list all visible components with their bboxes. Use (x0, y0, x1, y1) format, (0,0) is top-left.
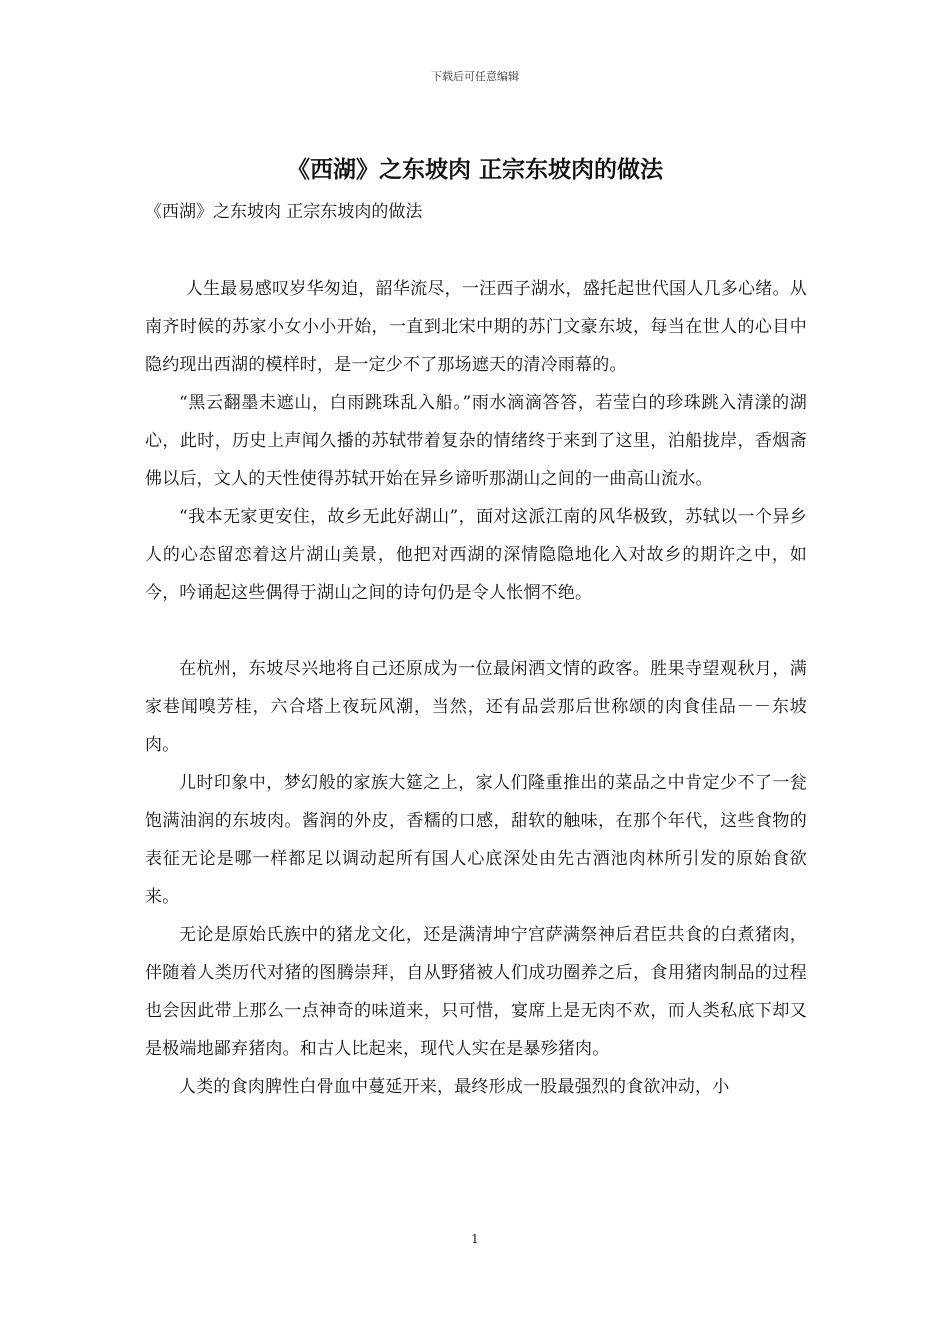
paragraph: 人类的食肉脾性白骨血中蔓延开来，最终形成一股最强烈的食欲冲动，小 (179, 1077, 730, 1097)
document-subtitle: 《西湖》之东坡肉 正宗东坡肉的做法 (145, 202, 423, 222)
paragraph: 在杭州，东坡尽兴地将自己还原成为一位最闲洒文情的政客。胜果寺望观秋月，满家巷闻嗅芳桂，六合塔上夜玩风潮，当然，还有品尝那后世称颂的肉食佳品－－东坡肉。 (145, 659, 807, 755)
paragraph: 儿时印象中，梦幻般的家族大筵之上，家人们隆重推出的菜品之中肯定少不了一瓮饱满油润的东坡肉。酱润的外皮，香糯的口感，甜软的触味，在那个年代，这些食物的表征无论是哪一样都足以调动起所有国人心底深处由先古酒池肉林所引发的原始食欲来。 (145, 773, 807, 907)
paragraph: 无论是原始氏族中的猪龙文化，还是满清坤宁宫萨满祭神后君臣共食的白煮猪肉，伴随着人类历代对猪的图腾崇拜，自从野猪被人们成功圈养之后，食用猪肉制品的过程也会因此带上那么一点神奇的味道来，只可惜，宴席上是无肉不欢，而人类私底下却又是极端地鄙弃猪肉。和古人比起来，现代人实在是暴殄猪肉。 (145, 925, 807, 1059)
paragraph: “黑云翻墨未遮山，白雨跳珠乱入船。”雨水滴滴答答，若莹白的珍珠跳入清漾的湖心，此时，历史上声闻久播的苏轼带着复杂的情绪终于来到了这里，泊船拢岸，香烟斋佛以后，文人的天性使得苏轼开始在异乡谛听那湖山之间的一曲高山流水。 (145, 393, 807, 489)
header-note: 下载后可任意编辑 (431, 70, 519, 83)
document-title: 《西湖》之东坡肉 正宗东坡肉的做法 (286, 157, 663, 183)
paragraph: “我本无家更安住，故乡无此好湖山”，面对这派江南的风华极致，苏轼以一个异乡人的心态留恋着这片湖山美景，他把对西湖的深情隐隐地化入对故乡的期许之中，如今，吟诵起这些偶得于湖山之间的诗句仍是令人怅惘不绝。 (145, 507, 807, 603)
page-number: 1 (471, 1232, 479, 1246)
document-body (145, 270, 807, 1106)
paragraph: 人生最易感叹岁华匆迫，韶华流尽，一汪西子湖水，盛托起世代国人几多心绪。从南齐时候的苏家小女小小开始，一直到北宋中期的苏门文豪东坡，每当在世人的心目中隐约现出西湖的模样时，是一定少不了那场遮天的清冷雨幕的。 (145, 279, 807, 375)
